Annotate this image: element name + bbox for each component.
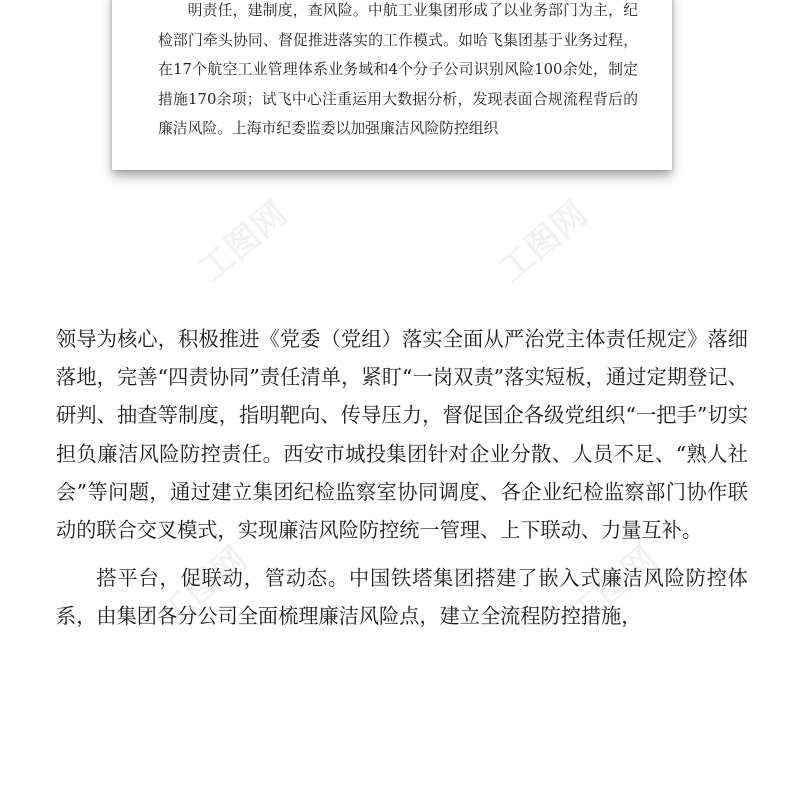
article-body <box>56 320 748 636</box>
card-paragraph: 明责任，建制度，查风险。中航工业集团形成了以业务部门为主，纪检部门牵头协同、督促推进落实的工作模式。如哈飞集团基于业务过程，在17个航空工业管理体系业务域和4个分子公司识别风险100余处，制定措施170余项；试飞中心注重运用大数据分析，发现表面合规流程背后的廉洁风险。上海市纪委监委以加强廉洁风险防控组织 <box>158 2 638 137</box>
watermark: 工图网 <box>191 194 296 291</box>
article-paragraph-2: 搭平台，促联动，管动态。中国铁塔集团搭建了嵌入式廉洁风险防控体系，由集团各分公司全面梳理廉洁风险点，建立全流程防控措施， <box>56 566 748 629</box>
card-text <box>158 0 638 144</box>
watermark: 工图网 <box>561 539 666 636</box>
article-paragraph-1: 领导为核心，积极推进《党委（党组）落实全面从严治党主体责任规定》落细落地，完善“四责协同”责任清单，紧盯“一岗双责”落实短板，通过定期登记、研判、抽查等制度，指明靶向、传导压力，督促国企各级党组织“一把手”切实担负廉洁风险防控责任。西安市城投集团针对企业分散、人员不足、“熟人社会”等问题，通过建立集团纪检监察室协同调度、各企业纪检监察部门协作联动的联合交叉模式，实现廉洁风险防控统一管理、上下联动、力量互补。 <box>56 327 748 543</box>
watermark: 工图网 <box>491 194 596 291</box>
quoted-text-card <box>112 0 672 170</box>
watermark: 工图网 <box>151 539 256 636</box>
